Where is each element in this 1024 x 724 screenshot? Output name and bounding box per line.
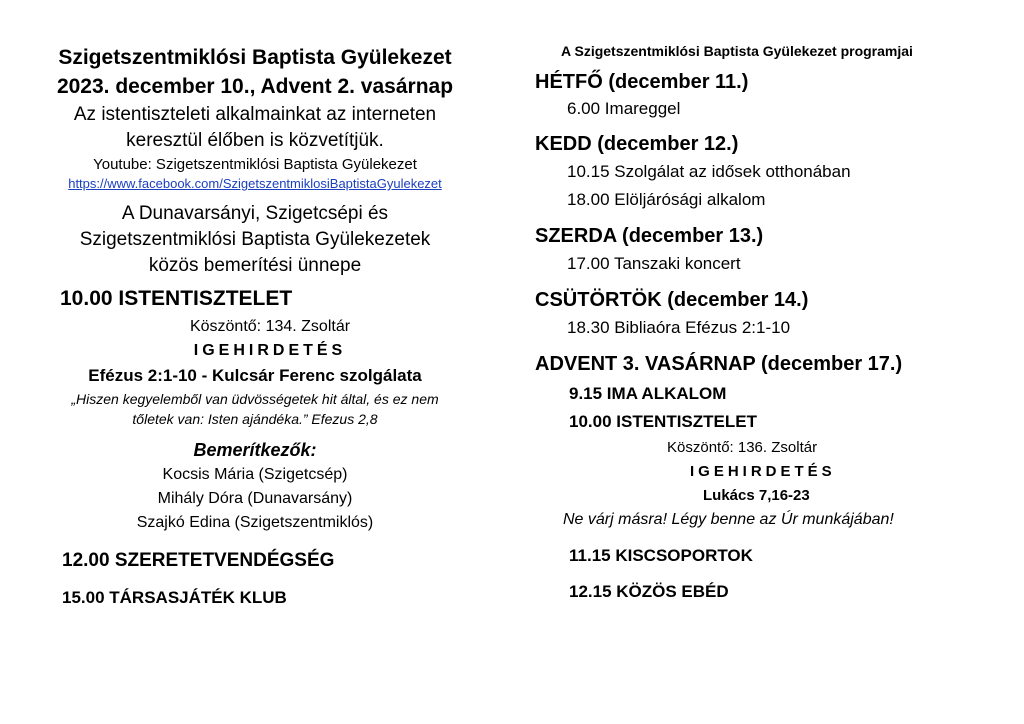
- right-column: [535, 38, 1015, 606]
- day-monday: HÉTFŐ (december 11.): [535, 71, 749, 93]
- program-item: 10.15 Szolgálat az idősek otthonában: [567, 162, 851, 181]
- day-tuesday: KEDD (december 12.): [535, 133, 739, 155]
- baptized-item: Kocsis Mária (Szigetcsép): [162, 466, 348, 483]
- program-item: 17.00 Tanszaki koncert: [567, 254, 741, 273]
- greeting: Köszöntő: 134. Zsoltár: [189, 318, 351, 335]
- quote-line-1: „Hiszen kegyelemből van üdvösségetek hit által, és ez nem: [71, 391, 439, 407]
- stream-line-2: keresztül élőben is közvetítjük.: [126, 130, 384, 151]
- facebook-link[interactable]: https://www.facebook.com/SzigetszentmiklosiBaptistaGyulekezet: [68, 176, 442, 191]
- games-line: 15.00 TÁRSASJÁTÉK KLUB: [62, 588, 287, 607]
- programs-header: A Szigetszentmiklósi Baptista Gyülekezet programjai: [561, 43, 913, 59]
- baptized-heading: Bemerítkezők:: [193, 440, 317, 460]
- left-column: [0, 38, 510, 611]
- service-line: 10.00 ISTENTISZTELET: [569, 412, 757, 431]
- lunch-line: 12.15 KÖZÖS EBÉD: [569, 582, 729, 601]
- baptism-line-2: Szigetszentmiklósi Baptista Gyülekezetek: [79, 229, 431, 250]
- day-wednesday: SZERDA (december 13.): [535, 225, 764, 247]
- program-item: 18.00 Elöljárósági alkalom: [567, 190, 766, 209]
- baptism-line-1: A Dunavarsányi, Szigetcsépi és: [121, 203, 389, 224]
- small-groups-line: 11.15 KISCSOPORTOK: [569, 546, 753, 565]
- prayer-line: 9.15 IMA ALKALOM: [569, 384, 727, 403]
- service-title: 10.00 ISTENTISZTELET: [60, 287, 293, 310]
- sermon-reference: Efézus 2:1-10 - Kulcsár Ferenc szolgálata: [88, 366, 422, 385]
- baptism-line-3: közös bemerítési ünnepe: [148, 255, 362, 276]
- baptized-item: Szajkó Edina (Szigetszentmiklós): [136, 514, 374, 531]
- quote-line-2: tőletek van: Isten ajándéka.” Efezus 2,8: [132, 411, 378, 427]
- day-sunday: ADVENT 3. VASÁRNAP (december 17.): [535, 353, 903, 375]
- day-thursday: CSÜTÖRTÖK (december 14.): [535, 289, 809, 311]
- baptized-item: Mihály Dóra (Dunavarsány): [157, 490, 353, 507]
- facebook-line: [0, 175, 510, 193]
- program-item: 18.30 Bibliaóra Efézus 2:1-10: [567, 318, 791, 337]
- lunch-line: 12.00 SZERETETVENDÉGSÉG: [62, 550, 335, 571]
- stream-line-1: Az istentiszteleti alkalmainkat az interneten: [73, 104, 437, 125]
- greeting: Köszöntő: 136. Zsoltár: [667, 439, 818, 456]
- youtube-line: Youtube: Szigetszentmiklósi Baptista Gyülekezet: [93, 156, 417, 173]
- church-name: Szigetszentmiklósi Baptista Gyülekezet: [58, 46, 452, 69]
- sermon-heading: IGEHIRDETÉS: [690, 463, 836, 480]
- sermon-heading: IGEHIRDETÉS: [193, 342, 347, 359]
- motto: Ne várj másra! Légy benne az Úr munkájában!: [563, 511, 894, 528]
- sermon-reference: Lukács 7,16-23: [703, 487, 810, 504]
- date-line: 2023. december 10., Advent 2. vasárnap: [56, 75, 454, 98]
- program-item: 6.00 Imareggel: [567, 99, 681, 118]
